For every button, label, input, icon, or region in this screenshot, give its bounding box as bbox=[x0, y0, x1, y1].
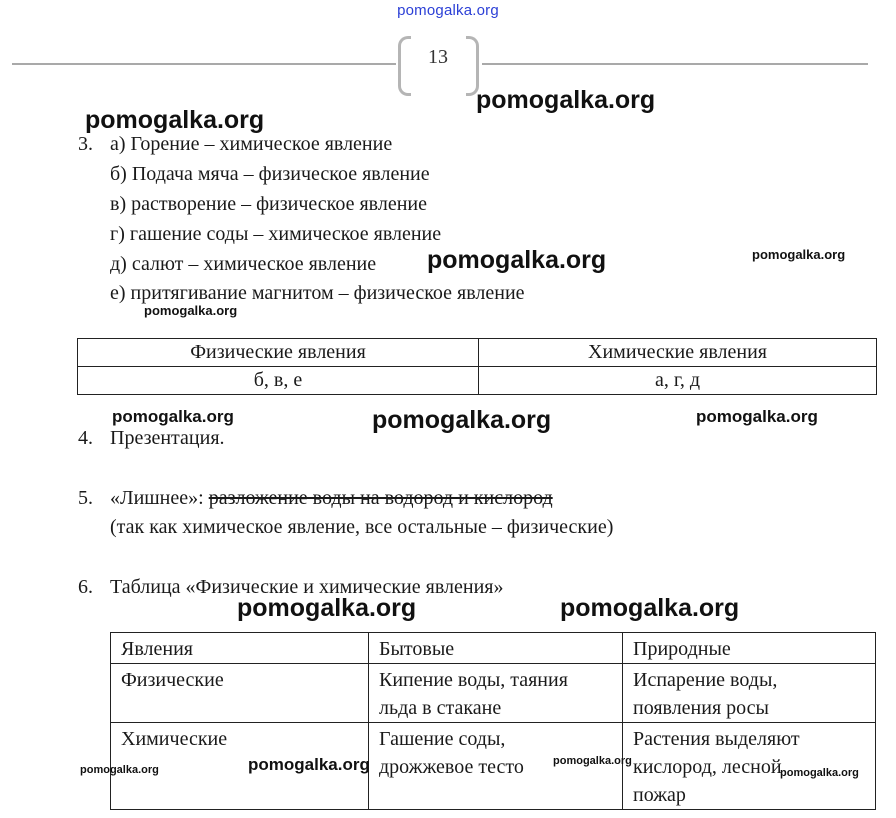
watermark: pomogalka.org bbox=[248, 755, 370, 774]
cell-line: Гашение соды, bbox=[379, 728, 506, 750]
task6-number: 6. bbox=[78, 576, 93, 598]
task6-title: Таблица «Физические и химические явления» bbox=[110, 576, 504, 598]
watermark: pomogalka.org bbox=[112, 407, 234, 426]
task6-cell-household bbox=[369, 664, 623, 723]
task3-item-a: а) Горение – химическое явление bbox=[110, 133, 393, 155]
task3-item-b: б) Подача мяча – физическое явление bbox=[110, 163, 430, 185]
watermark: pomogalka.org bbox=[372, 406, 552, 434]
task3-item-c: в) растворение – физическое явление bbox=[110, 193, 427, 215]
task3-number: 3. bbox=[78, 133, 93, 155]
task4-number: 4. bbox=[78, 427, 93, 449]
task3-item-f: е) притягивание магнитом – физическое явление bbox=[110, 282, 525, 304]
task6-row-label: Физические bbox=[111, 664, 369, 723]
watermark: pomogalka.org bbox=[237, 594, 417, 622]
task5-number: 5. bbox=[78, 487, 93, 509]
watermark: pomogalka.org bbox=[476, 86, 656, 114]
task6-cell-natural bbox=[623, 723, 876, 810]
watermark: pomogalka.org bbox=[560, 594, 740, 622]
cell-line: кислород, лесной bbox=[633, 756, 782, 778]
watermark: pomogalka.org bbox=[752, 247, 846, 262]
site-link[interactable]: pomogalka.org bbox=[397, 2, 499, 19]
task6-header-natural: Природные bbox=[623, 633, 876, 664]
task6-row-label: Химические bbox=[111, 723, 369, 810]
cell-line: Растения выделяют bbox=[633, 728, 800, 750]
cell-line: появления росы bbox=[633, 697, 769, 719]
cell-line: Испарение воды, bbox=[633, 669, 778, 691]
cell-line: дрожжевое тесто bbox=[379, 756, 524, 778]
watermark: pomogalka.org bbox=[427, 246, 607, 274]
cell-line: льда в стакане bbox=[379, 697, 502, 719]
header-rule-left bbox=[12, 63, 396, 65]
watermark: pomogalka.org bbox=[553, 755, 632, 767]
task5-struck-answer: разложение воды на водород и кислород bbox=[208, 487, 553, 509]
watermark: pomogalka.org bbox=[696, 407, 818, 426]
cell-line: пожар bbox=[633, 784, 686, 806]
task3-header-chemical: Химические явления bbox=[479, 339, 877, 367]
cell-line: Кипение воды, таяния bbox=[379, 669, 568, 691]
task3-table-row bbox=[78, 367, 877, 395]
task6-header-phenomena: Явления bbox=[111, 633, 369, 664]
task6-table-row-chemical bbox=[111, 723, 876, 810]
task3-cell-physical: б, в, е bbox=[78, 367, 479, 395]
task6-table-row-physical bbox=[111, 664, 876, 723]
watermark: pomogalka.org bbox=[144, 303, 238, 318]
task5-explanation: (так как химическое явление, все остальные – физические) bbox=[110, 516, 614, 538]
task4-text: Презентация. bbox=[110, 427, 225, 449]
task3-item-e: д) салют – химическое явление bbox=[110, 253, 377, 275]
watermark: pomogalka.org bbox=[80, 764, 159, 776]
watermark: pomogalka.org bbox=[780, 767, 859, 779]
task6-header-household: Бытовые bbox=[369, 633, 623, 664]
task3-table-header-row bbox=[78, 339, 877, 367]
task3-cell-chemical: а, г, д bbox=[479, 367, 877, 395]
page-number: 13 bbox=[428, 46, 448, 68]
watermark: pomogalka.org bbox=[85, 106, 265, 134]
task6-table bbox=[110, 632, 876, 810]
task3-header-physical: Физические явления bbox=[78, 339, 479, 367]
header-rule-right bbox=[482, 63, 868, 65]
task3-item-d: г) гашение соды – химическое явление bbox=[110, 223, 442, 245]
task3-table bbox=[77, 338, 877, 395]
task6-cell-natural bbox=[623, 664, 876, 723]
task6-table-header-row bbox=[111, 633, 876, 664]
task5-answer bbox=[110, 486, 553, 510]
task5-prefix: «Лишнее»: bbox=[110, 487, 209, 509]
